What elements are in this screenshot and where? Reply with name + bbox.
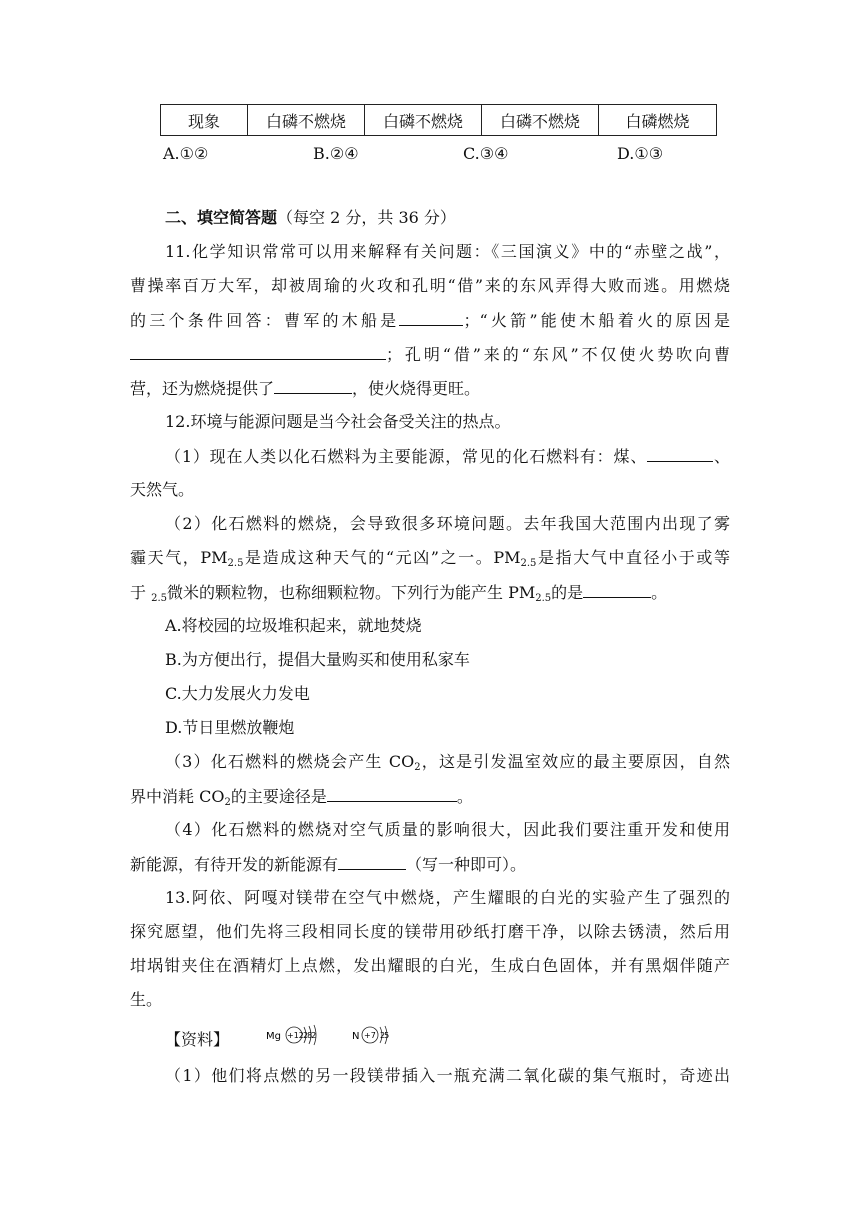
q12-text: 的是 — [551, 583, 584, 602]
q12-text: （写一种即可）。 — [406, 855, 527, 874]
q12-part2-line-3 — [130, 580, 730, 605]
q12-part4-line-1: （4）化石燃料的燃烧对空气质量的影响很大，因此我们要注重开发和使用 — [165, 820, 730, 839]
q12-part4-line-2 — [130, 852, 730, 877]
q12-text: 霾天气，PM — [130, 548, 228, 567]
q11-text: ，使火烧得更旺。 — [352, 379, 481, 398]
q12-part2-line-2 — [130, 546, 730, 570]
q13-part1-line-1: （1）他们将点燃的另一段镁带插入一瓶充满二氧化碳的集气瓶时，奇迹出 — [165, 1066, 730, 1085]
atomic-structure-diagrams — [264, 1019, 414, 1051]
n-nucleus-charge: +7 — [364, 1031, 376, 1040]
q12-intro: 12.环境与能源问题是当今社会备受关注的热点。 — [165, 412, 511, 431]
q12-text: 的主要途径是 — [230, 787, 327, 806]
q12-part3-line-1 — [165, 750, 730, 774]
n-electrons: 25 — [380, 1031, 389, 1040]
option-b: B.②④ — [313, 144, 359, 163]
table-cell-phenomenon: 现象 — [161, 105, 248, 136]
q12-text: 、 — [713, 447, 730, 466]
q11-text: ；孔明“借”来的“东风”不仅使火势吹向曹 — [386, 345, 730, 364]
q12-text: 于 — [130, 583, 152, 602]
table-cell: 白磷不燃烧 — [248, 105, 365, 136]
n-symbol: N — [352, 1031, 360, 1042]
n-atom-diagram — [352, 1026, 389, 1044]
reference-label: 【资料】 — [165, 1030, 230, 1049]
answer-blank — [399, 308, 463, 326]
q12-text: ，这是引发温室效应的最主要原因，自然 — [420, 752, 730, 771]
q12-text: 。 — [456, 787, 473, 806]
q13-line-1: 13.阿依、阿嘎对镁带在空气中燃烧，产生耀眼的白光的实验产生了强烈的 — [165, 888, 730, 907]
section-heading — [165, 206, 730, 230]
table-cell: 白磷不燃烧 — [482, 105, 599, 136]
subscript: 2.5 — [151, 593, 167, 604]
table-row — [161, 105, 717, 136]
q12-part1-line-1 — [165, 444, 730, 469]
q11-line-1: 11.化学知识常常可以用来解释有关问题：《三国演义》中的“赤壁之战”， — [165, 242, 730, 261]
option-c: C.③④ — [463, 144, 509, 163]
q13-line-4: 生。 — [130, 990, 163, 1009]
answer-blank — [130, 342, 386, 360]
q12-part1-line-2: 天然气。 — [130, 480, 195, 499]
q11-text: 的三个条件回答：曹军的木船是 — [130, 311, 400, 330]
mg-nucleus-charge: +12 — [287, 1031, 304, 1040]
table-cell: 白磷不燃烧 — [365, 105, 482, 136]
option-d: D.①③ — [617, 144, 664, 163]
q11-line-5 — [130, 376, 730, 401]
mg-electrons: 282 — [303, 1031, 316, 1040]
q12-text: 界中消耗 CO — [130, 787, 225, 806]
q12-text: 是造成这种天气的“元凶”之一。PM — [243, 548, 521, 567]
subscript: 2.5 — [535, 593, 552, 604]
subscript: 2.5 — [520, 558, 537, 569]
q11-line-4 — [130, 342, 730, 367]
q12-text: 新能源，有待开发的新能源有 — [130, 855, 339, 874]
answer-blank — [338, 852, 406, 870]
answer-blank — [647, 444, 713, 462]
subscript: 2 — [224, 797, 231, 808]
answer-options — [0, 144, 860, 168]
section-note: （每空 2 分，共 36 分） — [277, 208, 456, 227]
q12-option-a: A.将校园的垃圾堆积起来，就地焚烧 — [165, 616, 422, 635]
q12-text: 是指大气中直径小于或等 — [536, 548, 730, 567]
table-cell: 白磷燃烧 — [599, 105, 717, 136]
q11-line-3 — [130, 308, 730, 333]
q12-text: 微米的颗粒物，也称细颗粒物。下列行为能产生 PM — [167, 583, 536, 602]
q12-part3-line-2 — [130, 784, 730, 809]
q12-part2-line-1: （2）化石燃料的燃烧，会导致很多环境问题。去年我国大范围内出现了雾 — [165, 514, 730, 533]
q12-option-b: B.为方便出行，提倡大量购买和使用私家车 — [165, 650, 470, 669]
q11-text: ；“火箭”能使木船着火的原因是 — [463, 311, 730, 330]
q12-text: 。 — [651, 583, 668, 602]
q13-line-2: 探究愿望，他们先将三段相同长度的镁带用砂纸打磨干净，以除去锈渍，然后用 — [130, 922, 730, 941]
q13-reference-row — [165, 1028, 730, 1052]
answer-blank — [274, 376, 352, 394]
q12-text: （1）现在人类以化石燃料为主要能源，常见的化石燃料有：煤、 — [165, 447, 648, 466]
section-title: 二、填空简答题 — [165, 208, 278, 227]
option-a: A.①② — [163, 144, 209, 163]
q12-text: （3）化石燃料的燃烧会产生 CO — [165, 752, 415, 771]
mg-atom-diagram — [266, 1025, 316, 1045]
subscript: 2 — [414, 762, 421, 773]
q11-text: 营，还为燃烧提供了 — [130, 379, 275, 398]
q13-line-3: 坩埚钳夹住在酒精灯上点燃，发出耀眼的白光，生成白色固体，并有黑烟伴随产 — [130, 956, 730, 975]
observation-table — [160, 104, 717, 136]
q12-option-d: D.节日里燃放鞭炮 — [165, 718, 295, 737]
q12-option-c: C.大力发展火力发电 — [165, 684, 310, 703]
answer-blank — [583, 580, 651, 598]
mg-symbol: Mg — [266, 1031, 281, 1042]
answer-blank — [327, 784, 457, 802]
q11-line-2: 曹操率百万大军，却被周瑜的火攻和孔明“借”来的东风弄得大败而逃。用燃烧 — [130, 276, 730, 295]
subscript: 2.5 — [227, 558, 244, 569]
